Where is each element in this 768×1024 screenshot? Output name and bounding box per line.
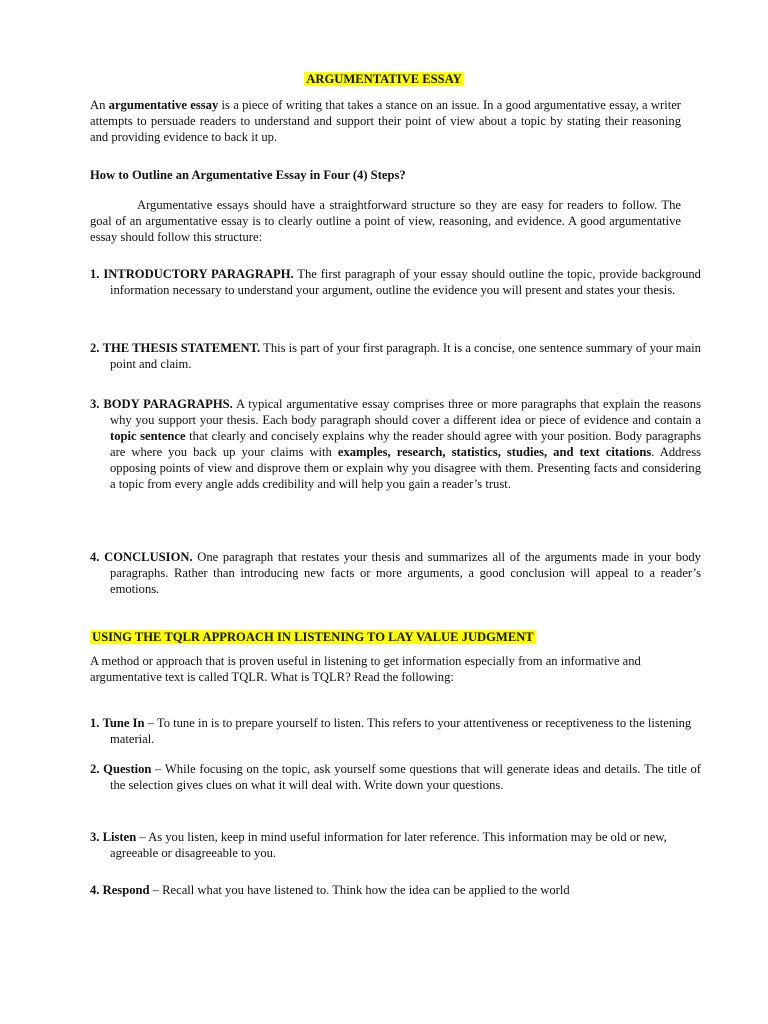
- tqlr-heading: USING THE TQLR APPROACH IN LISTENING TO LAY VALUE JUDGMENT: [92, 630, 534, 644]
- outline-heading: How to Outline an Argumentative Essay in Four (4) Steps?: [90, 168, 406, 182]
- step-3-label: BODY PARAGRAPHS.: [103, 397, 233, 411]
- step-4-text: One paragraph that restates your thesis and summarizes all of the arguments made in your body paragraphs. Rather than introducing new facts or more arguments, a good conclusion will appeal to a reader’s emotions.: [110, 550, 701, 596]
- intro-text-2: is a piece of writing that takes a stance on an issue. In a good argumentative essay, a writer attempts to persuade readers to understand and support their point of view about a topic by stating their reasoning and providing evidence to back it up.: [90, 98, 681, 144]
- step-4-label: CONCLUSION.: [104, 550, 193, 564]
- tqlr-item-1-label: Tune In: [102, 716, 145, 730]
- step-1: [90, 266, 701, 298]
- title-wrap: [0, 71, 768, 87]
- intro-text-1: An: [90, 98, 109, 112]
- step-4: [90, 549, 701, 597]
- tqlr-item-3: [90, 829, 701, 861]
- step-2: [90, 340, 701, 372]
- step-2-number: 2.: [90, 341, 100, 355]
- tqlr-item-1: [90, 715, 701, 747]
- tqlr-item-1-number: 1.: [90, 716, 100, 730]
- tqlr-item-2-text: – While focusing on the topic, ask yourself some questions that will generate ideas and details. The title of the selection gives clues on what it will deal with. Write down your questions.: [110, 762, 701, 792]
- step-3-bold-topic-sentence: topic sentence: [110, 429, 186, 443]
- tqlr-intro: A method or approach that is proven useful in listening to get information especially from an informative and argumentative text is called TQLR. What is TQLR? Read the following:: [90, 654, 641, 684]
- step-4-number: 4.: [90, 550, 100, 564]
- step-1-number: 1.: [90, 267, 100, 281]
- outline-intro: Argumentative essays should have a straightforward structure so they are easy for readers to follow. The goal of an argumentative essay is to clearly outline a point of view, reasoning, and evidence. A good argumentative essay should follow this structure:: [90, 198, 681, 244]
- intro-bold-term: argumentative essay: [108, 98, 219, 112]
- step-2-text: This is part of your first paragraph. It is a concise, one sentence summary of your main point and claim.: [110, 341, 701, 371]
- tqlr-item-2-number: 2.: [90, 762, 100, 776]
- tqlr-item-2: [90, 761, 701, 793]
- step-2-label: THE THESIS STATEMENT.: [102, 341, 261, 355]
- tqlr-item-3-number: 3.: [90, 830, 100, 844]
- tqlr-item-1-text: – To tune in is to prepare yourself to listen. This refers to your attentiveness or receptiveness to the listening material.: [110, 716, 692, 746]
- tqlr-heading-line: [90, 629, 681, 645]
- tqlr-item-4-number: 4.: [90, 883, 100, 897]
- step-3-bold-examples: examples, research, statistics, studies, and text citations: [337, 445, 652, 459]
- step-3-text-2: that clearly and concisely explains why the reader should agree with your position. Body paragraphs are where you back up your claims with: [110, 429, 701, 459]
- tqlr-item-3-label: Listen: [102, 830, 137, 844]
- tqlr-item-4-label: Respond: [102, 883, 150, 897]
- step-1-text: The first paragraph of your essay should outline the topic, provide background information necessary to understand your argument, outline the evidence you will present and states your thesis.: [110, 267, 701, 297]
- document-title: ARGUMENTATIVE ESSAY: [306, 72, 462, 86]
- step-3-text-1: A typical argumentative essay comprises three or more paragraphs that explain the reasons why you support your thesis. Each body paragraph should cover a different idea or piece of evidence and contain a: [110, 397, 701, 427]
- tqlr-item-2-label: Question: [103, 762, 152, 776]
- tqlr-item-4: [90, 882, 701, 898]
- step-3-number: 3.: [90, 397, 100, 411]
- step-3-text-3: . Address opposing points of view and disprove them or explain why you disagree with them. Presenting facts and considering a topic from every angle adds credibility and will help you gain a reader’s trust.: [110, 445, 701, 491]
- tqlr-item-4-text: – Recall what you have listened to. Think how the idea can be applied to the world: [149, 883, 570, 897]
- intro-paragraph: [90, 97, 681, 145]
- tqlr-item-3-text: – As you listen, keep in mind useful information for later reference. This information may be old or new, agreeable or disagreeable to you.: [110, 830, 667, 860]
- step-1-label: INTRODUCTORY PARAGRAPH.: [103, 267, 294, 281]
- step-3: [90, 396, 701, 492]
